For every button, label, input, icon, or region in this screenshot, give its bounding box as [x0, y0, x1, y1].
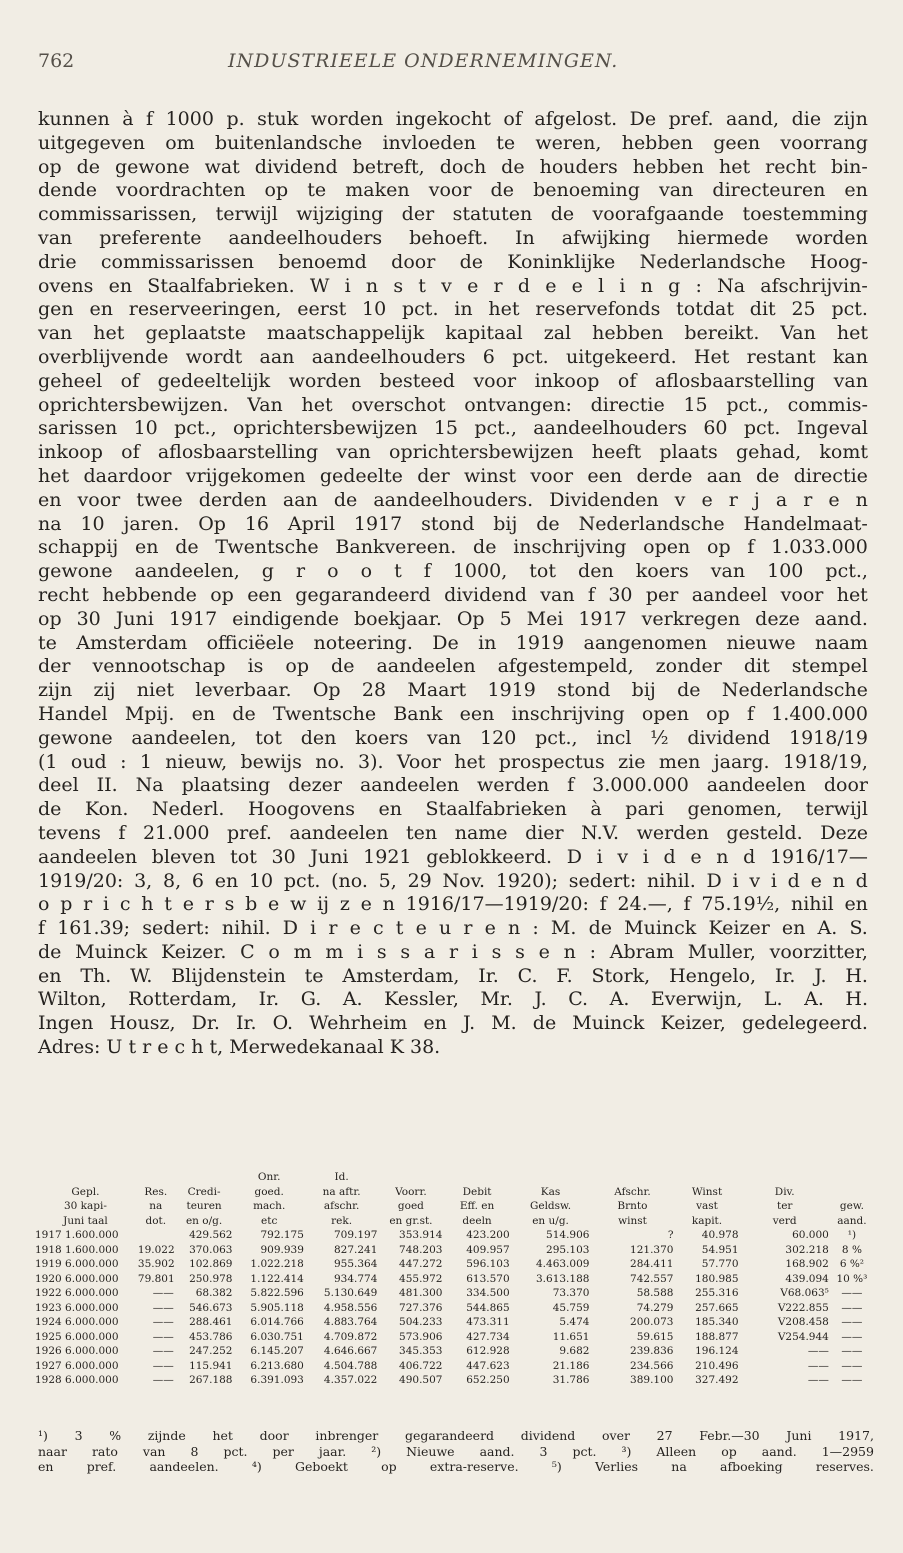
table-cell: 1920 6.000.000	[35, 1272, 119, 1285]
table-cell: 31.786	[552, 1374, 590, 1386]
text-line: op de gewone wat dividend betreft, doch de houders hebben het recht bin-	[38, 155, 868, 178]
table-cell: ——	[841, 1287, 863, 1299]
text-line: aandeelen bleven tot 30 Juni 1921 geblokkeerd. D i v i d e n d 1916/17—	[38, 845, 868, 868]
table-cell: V254.944	[777, 1330, 829, 1343]
table-cell: 4.883.764	[323, 1316, 378, 1328]
table-cell: 514.906	[546, 1229, 590, 1241]
table-cell: 709.197	[333, 1229, 378, 1241]
text-line: van het geplaatste maatschappelijk kapitaal zal hebben bereikt. Van het	[38, 322, 868, 345]
table-cell: 102.869	[189, 1258, 233, 1270]
column-header-cell: en gr.st.	[389, 1214, 433, 1227]
table-cell: 792.175	[260, 1229, 304, 1241]
table-header-row	[34, 1185, 874, 1200]
table-cell: 54.951	[701, 1243, 739, 1256]
table-cell: V208.458	[777, 1316, 829, 1328]
table-cell: 1.022.218	[250, 1258, 304, 1270]
table-cell: 302.218	[785, 1243, 829, 1256]
column-header-cell: Eff. en	[459, 1200, 495, 1212]
table-cell: 455.972	[399, 1272, 443, 1285]
text-line: te Amsterdam officiëele noteering. De in 1919 aangenomen nieuwe naam	[38, 631, 868, 654]
table-cell: 1926 6.000.000	[35, 1345, 119, 1357]
footnotes	[38, 1428, 874, 1475]
text-line: deel II. Na plaatsing dezer aandeelen werden f 3.000.000 aandeelen door	[38, 774, 868, 797]
running-head	[38, 50, 865, 80]
table-header-row	[34, 1214, 874, 1229]
table-cell: 1918 1.600.000	[35, 1243, 119, 1256]
table-cell: 234.566	[630, 1359, 674, 1372]
table-row	[34, 1257, 874, 1272]
table-cell: 295.103	[546, 1243, 590, 1256]
table-cell: 546.673	[189, 1301, 233, 1314]
table-cell: 267.188	[189, 1374, 233, 1386]
column-header-cell: na	[149, 1200, 163, 1212]
table-cell: 79.801	[137, 1272, 175, 1285]
table-cell: 370.063	[189, 1243, 233, 1256]
table-cell: 504.233	[399, 1316, 443, 1328]
page-number: 762	[38, 50, 75, 72]
column-header-cell: aand.	[837, 1214, 867, 1227]
table-cell: 423.200	[466, 1229, 510, 1241]
column-header-cell: mach.	[253, 1200, 286, 1212]
table-cell: 345.353	[399, 1345, 443, 1357]
column-header-cell: goed	[397, 1200, 424, 1212]
text-line: drie commissarissen benoemd door de Koninklijke Nederlandsche Hoog-	[38, 250, 868, 273]
table-header-row	[34, 1199, 874, 1214]
table-cell: 6.030.751	[250, 1330, 304, 1343]
text-line: op 30 Juni 1917 eindigende boekjaar. Op 5 Mei 1917 verkregen deze aand.	[38, 607, 868, 630]
table-cell: ——	[841, 1316, 863, 1328]
table-cell: 255.316	[695, 1287, 739, 1299]
table-cell: 4.504.788	[323, 1359, 378, 1372]
table-cell: 168.902	[785, 1258, 829, 1270]
table-cell: 239.836	[630, 1345, 674, 1357]
table-cell: 6 %²	[839, 1258, 865, 1270]
table-row	[34, 1330, 874, 1345]
table-cell: 11.651	[552, 1330, 590, 1343]
footnote-line: en pref. aandeelen. ⁴) Geboekt op extra-reserve. ⁵) Verlies na afboeking reserves.	[38, 1459, 874, 1474]
table-cell: 257.665	[695, 1301, 739, 1314]
table-cell: ——	[152, 1345, 174, 1357]
table-row	[34, 1301, 874, 1316]
text-line: het daardoor vrijgekomen gedeelte der winst voor een derde aan de directie	[38, 464, 868, 487]
text-line: recht hebbende op een gegarandeerd dividend van f 30 per aandeel voor het	[38, 583, 868, 606]
table-cell: 453.786	[189, 1330, 233, 1343]
table-cell: 473.311	[466, 1316, 510, 1328]
table-cell: 490.507	[399, 1374, 443, 1386]
table-cell: 429.562	[189, 1229, 233, 1241]
column-header-cell: ter	[776, 1200, 793, 1212]
table-cell: 19.022	[137, 1243, 175, 1256]
table-cell: 6.391.093	[250, 1374, 304, 1386]
table-cell: ——	[841, 1374, 863, 1386]
table-cell: 727.376	[399, 1301, 443, 1314]
table-cell: ——	[152, 1316, 174, 1328]
table-cell: 210.496	[695, 1359, 739, 1372]
table-cell: ——	[807, 1359, 829, 1372]
table-cell: 45.759	[552, 1301, 590, 1314]
table-cell: 612.928	[466, 1345, 510, 1357]
table-cell: 200.073	[630, 1316, 674, 1328]
table-cell: 389.100	[630, 1374, 674, 1386]
table-cell: 596.103	[466, 1258, 510, 1270]
column-header-cell: Voorr.	[395, 1185, 427, 1198]
column-header-cell	[740, 1170, 830, 1185]
financial-table	[34, 1170, 874, 1388]
column-header-cell	[34, 1170, 137, 1185]
column-header-cell	[137, 1170, 175, 1185]
column-header-cell: en u/g.	[532, 1214, 569, 1227]
table-row	[34, 1373, 874, 1388]
column-header-cell	[378, 1170, 443, 1185]
table-cell: 115.941	[189, 1359, 233, 1372]
text-line: commissarissen, terwijl wijziging der statuten de voorafgaande toestemming	[38, 203, 868, 226]
table-cell: 288.461	[189, 1316, 233, 1328]
running-title: INDUSTRIEELE ONDERNEMINGEN.	[228, 50, 619, 72]
table-row	[34, 1228, 874, 1243]
table-cell: ——	[841, 1301, 863, 1314]
table-cell: ——	[152, 1301, 174, 1314]
table-cell: 447.272	[399, 1258, 443, 1270]
table-cell: ——	[807, 1345, 829, 1357]
table-cell: 1924 6.000.000	[35, 1316, 119, 1328]
table-cell: 334.500	[466, 1287, 510, 1299]
table-cell: ——	[152, 1287, 174, 1299]
text-line: kunnen à f 1000 p. stuk worden ingekocht of afgelost. De pref. aand, die zijn	[38, 108, 868, 130]
table-row	[34, 1272, 874, 1287]
table-row	[34, 1315, 874, 1330]
table-cell: ——	[841, 1359, 863, 1372]
column-header-cell: vast	[696, 1200, 718, 1212]
table-cell: 742.557	[630, 1272, 674, 1285]
table-cell: ——	[841, 1345, 863, 1357]
table-cell: 180.985	[695, 1272, 739, 1285]
table-cell: 188.877	[695, 1330, 739, 1343]
column-header-cell: Juni taal	[63, 1214, 108, 1227]
table-cell: 4.646.667	[323, 1345, 378, 1357]
table-cell: 4.357.022	[323, 1374, 378, 1386]
text-line: o p r i c h t e r s b e w ij z e n 1916/17—1919/20: f 24.—, f 75.19½, nihil en	[38, 893, 868, 916]
text-line: de Muinck Keizer. C o m m i s s a r i s s e n : Abram Muller, voorzitter,	[38, 940, 868, 963]
column-header-cell	[175, 1170, 234, 1185]
text-line: overblijvende wordt aan aandeelhouders 6 pct. uitgekeerd. Het restant kan	[38, 345, 868, 368]
column-header-cell	[443, 1170, 510, 1185]
table-cell: ——	[841, 1330, 863, 1343]
text-line: de Kon. Nederl. Hoogovens en Staalfabrieken à pari genomen, terwijl	[38, 798, 868, 821]
table-cell: 748.203	[399, 1243, 443, 1256]
table-cell: 35.902	[137, 1258, 175, 1270]
table-cell: 8 %	[841, 1243, 862, 1256]
text-line: na 10 jaren. Op 16 April 1917 stond bij de Nederlandsche Handelmaat-	[38, 512, 868, 535]
table-cell: 353.914	[399, 1229, 443, 1241]
text-line: dende voordrachten op te maken voor de benoeming van directeuren en	[38, 179, 868, 202]
table-row	[34, 1359, 874, 1374]
table-cell: 1922 6.000.000	[35, 1287, 119, 1299]
table-cell: 909.939	[260, 1243, 304, 1256]
column-header-cell: verd	[772, 1214, 797, 1227]
table-cell: 5.130.649	[323, 1287, 378, 1299]
text-line: uitgegeven om buitenlandsche invloeden te weren, hebben geen voorrang	[38, 131, 868, 154]
table-cell: 4.463.009	[536, 1258, 590, 1270]
text-line: zijn zij niet leverbaar. Op 28 Maart 1919 stond bij de Nederlandsche	[38, 679, 868, 702]
column-header-cell	[590, 1170, 674, 1185]
table-cell: 58.588	[636, 1287, 674, 1299]
text-line: van preferente aandeelhouders behoeft. In afwijking hiermede worden	[38, 226, 868, 249]
table-cell: 447.623	[466, 1359, 510, 1372]
table-cell: V68.063⁵	[780, 1287, 829, 1299]
table-cell: 5.822.596	[250, 1287, 304, 1299]
column-header-cell: Onr.	[257, 1171, 281, 1183]
company-description	[38, 108, 868, 1060]
table-cell: 73.370	[552, 1287, 590, 1299]
table-cell: 6.145.207	[250, 1345, 304, 1357]
table-cell: 59.615	[636, 1330, 674, 1343]
table-cell: 4.709.872	[323, 1330, 378, 1343]
table-cell: ——	[152, 1330, 174, 1343]
table-cell: 121.370	[630, 1243, 674, 1256]
table-cell: 439.094	[785, 1272, 829, 1285]
footnote-line: ¹) 3 % zijnde het door inbrenger gegarandeerd dividend over 27 Febr.—30 Juni 1917,	[38, 1428, 874, 1443]
column-header-cell: Brnto	[617, 1200, 648, 1212]
text-line: Adres: U t r e c h t, Merwedekanaal K 38.	[38, 1036, 441, 1059]
table-cell: 247.252	[189, 1345, 233, 1357]
table-cell: 6.213.680	[250, 1359, 304, 1372]
column-header-cell: teuren	[186, 1200, 222, 1212]
column-header-cell: Credi-	[187, 1185, 221, 1198]
column-header-cell	[674, 1170, 739, 1185]
table-cell: 74.279	[636, 1301, 674, 1314]
table-cell: 10 %³	[836, 1272, 868, 1285]
table-cell: 68.382	[195, 1287, 233, 1299]
text-line: (1 oud : 1 nieuw, bewijs no. 3). Voor het prospectus zie men jaarg. 1918/19,	[38, 750, 868, 773]
table-cell: V222.855	[777, 1301, 829, 1314]
table-cell: 57.770	[701, 1258, 739, 1270]
table-cell: 40.978	[701, 1229, 739, 1241]
table-header-row	[34, 1170, 874, 1185]
table-cell: 196.124	[695, 1345, 739, 1357]
text-line: en voor twee derden aan de aandeelhouders. Dividenden v e r j a r e n	[38, 488, 868, 511]
table-cell: 955.364	[333, 1258, 378, 1270]
table-cell: 250.978	[189, 1272, 233, 1285]
table-cell: ——	[152, 1374, 174, 1386]
text-line: gewone aandeelen, tot den koers van 120 pct., incl ½ dividend 1918/19	[38, 726, 868, 749]
text-line: ovens en Staalfabrieken. W i n s t v e r d e e l i n g : Na afschrijvin-	[38, 274, 868, 297]
table-cell: 1927 6.000.000	[35, 1359, 119, 1372]
text-line: geheel of gedeeltelijk worden besteed voor inkoop of aflosbaarstelling van	[38, 369, 868, 392]
table-cell: 827.241	[333, 1243, 378, 1256]
table-cell: 21.186	[552, 1359, 590, 1372]
column-header-cell: 30 kapi-	[63, 1200, 107, 1212]
table-cell: 5.905.118	[250, 1301, 304, 1314]
column-header-cell: afschr.	[323, 1200, 360, 1212]
column-header-cell: Res.	[144, 1185, 168, 1198]
table-cell: 1923 6.000.000	[35, 1301, 119, 1314]
table-cell: 1917 1.600.000	[35, 1229, 119, 1241]
text-line: schappij en de Twentsche Bankvereen. de inschrijving open op f 1.033.000	[38, 536, 868, 559]
text-line: gewone aandeelen, g r o o t f 1000, tot den koers van 100 pct.,	[38, 560, 868, 583]
table-cell: 9.682	[559, 1345, 590, 1357]
table-cell: 5.474	[559, 1316, 590, 1328]
table-cell: 652.250	[466, 1374, 510, 1386]
column-header-cell: Afschr.	[614, 1185, 651, 1198]
text-line: tevens f 21.000 pref. aandeelen ten name dier N.V. werden gesteld. Deze	[38, 821, 868, 844]
column-header-cell: Div.	[774, 1185, 795, 1198]
table-cell: 60.000	[792, 1229, 829, 1241]
table-cell: 4.958.556	[323, 1301, 378, 1314]
table-cell: ——	[807, 1374, 829, 1386]
column-header-cell	[830, 1185, 874, 1200]
column-header-cell: rek.	[331, 1214, 353, 1227]
table-cell: ——	[152, 1359, 174, 1372]
column-header-cell: etc	[261, 1214, 278, 1227]
column-header-cell: Debit	[462, 1185, 492, 1198]
text-line: der vennootschap is op de aandeelen afgestempeld, zonder dit stempel	[38, 655, 868, 678]
text-line: sarissen 10 pct., oprichtersbewijzen 15 pct., aandeelhouders 60 pct. Ingeval	[38, 417, 868, 440]
column-header-cell: Id.	[334, 1171, 349, 1183]
column-header-cell	[830, 1170, 874, 1185]
table-cell: ¹)	[847, 1229, 857, 1241]
table-cell: ?	[667, 1229, 674, 1241]
table-cell	[137, 1228, 175, 1243]
text-line: 1919/20: 3, 8, 6 en 10 pct. (no. 5, 29 Nov. 1920); sedert: nihil. D i v i d e n d	[38, 869, 868, 892]
footnote-line: naar rato van 8 pct. per jaar. ²) Nieuwe aand. 3 pct. ³) Alleen op aand. 1—2959	[38, 1443, 874, 1459]
table-cell: 544.865	[466, 1301, 510, 1314]
table-cell: 1.122.414	[250, 1272, 304, 1285]
table-row	[34, 1286, 874, 1301]
text-line: Handel Mpij. en de Twentsche Bank een inschrijving open op f 1.400.000	[38, 702, 868, 725]
text-line: Ingen Housz, Dr. Ir. O. Wehrheim en J. M. de Muinck Keizer, gedelegeerd.	[38, 1012, 868, 1035]
text-line: oprichtersbewijzen. Van het overschot ontvangen: directie 15 pct., commis-	[38, 393, 868, 416]
table-cell: 3.613.188	[536, 1272, 590, 1285]
column-header-cell: deeln	[462, 1214, 492, 1227]
table-cell: 481.300	[399, 1287, 443, 1299]
table-cell: 427.734	[466, 1330, 510, 1343]
table-header	[34, 1170, 874, 1228]
column-header-cell: winst	[618, 1214, 647, 1227]
column-header-cell: na aftr.	[322, 1185, 361, 1198]
text-line: inkoop of aflosbaarstelling van oprichtersbewijzen heeft plaats gehad, komt	[38, 441, 868, 464]
table-cell: 1928 6.000.000	[35, 1374, 119, 1386]
column-header-cell: dot.	[145, 1214, 167, 1227]
table-cell: 185.340	[695, 1316, 739, 1328]
table-cell: 934.774	[333, 1272, 378, 1285]
table-row	[34, 1344, 874, 1359]
table-cell: 327.492	[695, 1374, 739, 1386]
table-cell: 406.722	[399, 1359, 443, 1372]
table-cell: 284.411	[630, 1258, 674, 1270]
table-cell: 613.570	[466, 1272, 510, 1285]
column-header-cell: kapit.	[691, 1214, 723, 1227]
column-header-cell: Geldsw.	[529, 1200, 572, 1212]
column-header-cell: Kas	[540, 1185, 561, 1198]
column-header-cell	[511, 1170, 591, 1185]
column-header-cell: gew.	[839, 1200, 864, 1212]
column-header-cell: Gepl.	[71, 1185, 100, 1198]
text-line: gen en reserveeringen, eerst 10 pct. in het reservefonds totdat dit 25 pct.	[38, 298, 868, 321]
table-cell: 1919 6.000.000	[35, 1258, 119, 1270]
text-line: f 161.39; sedert: nihil. D i r e c t e u r e n : M. de Muinck Keizer en A. S.	[38, 917, 868, 940]
table-cell: 573.906	[399, 1330, 443, 1343]
column-header-cell: en o/g.	[185, 1214, 223, 1227]
column-header-cell: goed.	[254, 1185, 284, 1198]
table-row	[34, 1243, 874, 1258]
column-header-cell: Winst	[691, 1185, 723, 1198]
text-line: Wilton, Rotterdam, Ir. G. A. Kessler, Mr. J. C. A. Everwijn, L. A. H.	[38, 988, 868, 1011]
table-cell: 6.014.766	[250, 1316, 304, 1328]
table-cell: 1925 6.000.000	[35, 1330, 119, 1343]
table-cell: 409.957	[466, 1243, 510, 1256]
text-line: en Th. W. Blijdenstein te Amsterdam, Ir. C. F. Stork, Hengelo, Ir. J. H.	[38, 964, 868, 987]
table-body	[34, 1228, 874, 1388]
